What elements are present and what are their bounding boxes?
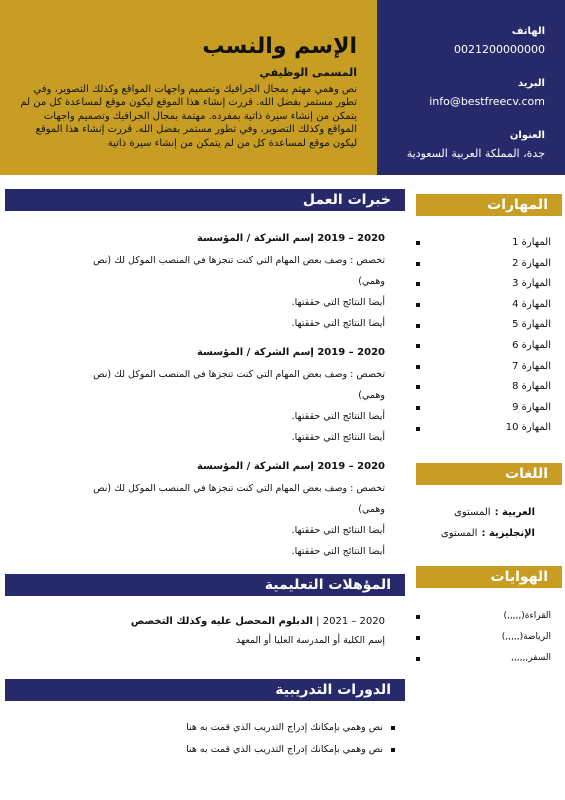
job-entry	[30, 461, 385, 562]
skill-item: المهارة 1	[416, 233, 551, 254]
skill-item: المهارة 3	[416, 274, 551, 295]
header-area	[0, 0, 565, 175]
email-value: info@bestfreecv.com	[429, 95, 545, 108]
education-line	[30, 614, 385, 630]
email-label: البريد	[517, 78, 545, 89]
bullet-icon	[416, 303, 420, 307]
hobbies-heading: الهوايات	[416, 566, 562, 588]
languages-list	[415, 502, 535, 544]
job-desc-cont: وهمي)	[358, 276, 385, 287]
skill-item: المهارة 4	[416, 295, 551, 316]
skill-item: المهارة 6	[416, 336, 551, 357]
job-desc: تخصص : وصف بعض المهام التي كنت تنجزها في المنصب الموكل لك (نص	[93, 369, 385, 380]
job-date: 2020 – 2019 إسم الشركة / المؤسسة	[196, 233, 385, 244]
job-title: المسمى الوظيفي	[259, 66, 357, 79]
bullet-icon	[416, 365, 420, 369]
skill-item: المهارة 10	[416, 418, 551, 439]
skills-heading: المهارات	[416, 194, 562, 216]
experience-heading: خبرات العمل	[5, 189, 405, 211]
skill-item: المهارة 2	[416, 254, 551, 275]
profile-panel	[0, 0, 377, 175]
bullet-icon	[391, 726, 395, 730]
education-school: إسم الكلية أو المدرسة العليا أو المعهد	[235, 635, 385, 646]
job-desc-cont: وهمي)	[358, 390, 385, 401]
job-result: أيضا النتائج التي حققتها.	[291, 525, 385, 536]
job-result: أيضا النتائج التي حققتها.	[291, 318, 385, 329]
bullet-icon	[416, 324, 420, 328]
education-degree: الدبلوم المحصل عليه وكذلك التخصص	[130, 616, 313, 627]
language-item: الإنجليزية : المستوى	[440, 528, 535, 539]
bullet-icon	[416, 241, 420, 245]
job-date: 2020 – 2019 إسم الشركة / المؤسسة	[196, 461, 385, 472]
bullet-icon	[416, 615, 420, 619]
bullet-icon	[416, 636, 420, 640]
full-name: الإسم والنسب	[202, 34, 357, 59]
bullet-icon	[416, 427, 420, 431]
skills-list	[416, 233, 551, 439]
languages-heading: اللغات	[416, 463, 562, 485]
job-entry	[30, 233, 385, 334]
phone-label: الهاتف	[511, 26, 545, 37]
bullet-icon	[416, 385, 420, 389]
job-entry	[30, 347, 385, 448]
bullet-icon	[416, 282, 420, 286]
courses-heading: الدورات التدريبية	[5, 679, 405, 701]
address-label: العنوان	[509, 130, 545, 141]
address-value: جدة، المملكة العربية السعودية	[406, 147, 545, 160]
hobby-item: القراءة(,,,,,)	[416, 606, 551, 627]
job-desc-cont: وهمي)	[358, 504, 385, 515]
job-desc: تخصص : وصف بعض المهام التي كنت تنجزها في المنصب الموكل لك (نص	[93, 255, 385, 266]
bullet-icon	[391, 748, 395, 752]
job-result: أيضا النتائج التي حققتها.	[291, 411, 385, 422]
education-years: 2020 – 2021 |	[316, 616, 385, 627]
bullet-icon	[416, 657, 420, 661]
hobby-item: الرياضة(,,,,,)	[416, 627, 551, 648]
bullet-icon	[416, 262, 420, 266]
job-date: 2020 – 2019 إسم الشركة / المؤسسة	[196, 347, 385, 358]
bio-text: نص وهمي مهتم بمجال الجرافيك وتصميم واجهات المواقع وكذلك التصوير، وفي تطور مستمر بفضل الله. قررت إنشاء هذا الموقع ليكون موقع لمساعدة كل من لم يتمكن من إنشاء سيرة ذاتية بمفرده. مهتمة بمجال الجرافيك وتصميم واجهات المواقع وكذلك التصوير، وفي تطور مستمر بفضل الله. قررت إنشاء هذا الموقع ليكون موقع لمساعدة كل من لم يتمكن من إنشاء سيرة ذاتية	[20, 84, 357, 149]
job-desc: تخصص : وصف بعض المهام التي كنت تنجزها في المنصب الموكل لك (نص	[93, 483, 385, 494]
contact-panel	[377, 0, 565, 175]
bullet-icon	[416, 344, 420, 348]
skill-item: المهارة 7	[416, 357, 551, 378]
education-entry	[30, 614, 385, 652]
skill-item: المهارة 8	[416, 377, 551, 398]
skill-item: المهارة 9	[416, 398, 551, 419]
phone-value: 0021200000000	[454, 43, 545, 56]
course-item: نص وهمي بإمكانك إدراج التدريب الذي قمت به هنا	[135, 717, 395, 739]
bullet-icon	[416, 406, 420, 410]
job-result: أيضا النتائج التي حققتها.	[291, 297, 385, 308]
course-item: نص وهمي بإمكانك إدراج التدريب الذي قمت به هنا	[135, 739, 395, 761]
skill-item: المهارة 5	[416, 315, 551, 336]
job-result: أيضا النتائج التي حققتها.	[291, 546, 385, 557]
hobby-item: السفر,,,,,,	[416, 648, 551, 669]
courses-list	[135, 717, 395, 761]
language-item: العربية : المستوى	[454, 507, 535, 518]
education-heading: المؤهلات التعليمية	[5, 574, 405, 596]
job-result: أيضا النتائج التي حققتها.	[291, 432, 385, 443]
hobbies-list	[416, 606, 551, 669]
